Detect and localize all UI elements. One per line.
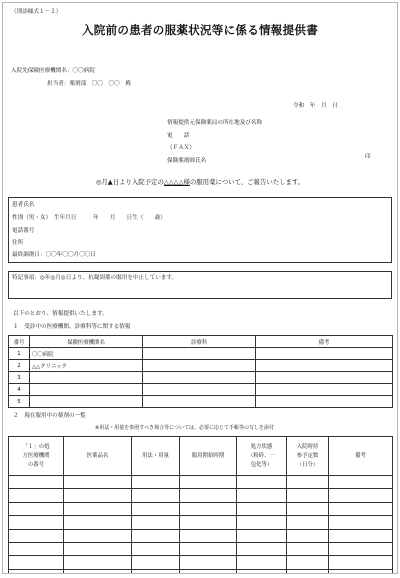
recipient-institution: 入院先保険医療機関名：〇〇病院 <box>11 68 95 74</box>
table-cell <box>329 529 393 542</box>
table-row <box>9 516 393 529</box>
table-cell <box>329 516 393 529</box>
table-row <box>9 396 393 408</box>
institution-cell <box>30 384 143 396</box>
table-cell <box>180 556 237 569</box>
header-cell: 入院時持 参予定数 （日分） <box>287 437 329 476</box>
table-cell <box>132 529 180 542</box>
institution-cell: △△クリニック <box>30 360 143 372</box>
header-cell: 「１」の処 方医療機関 の番号 <box>9 437 64 476</box>
table-cell <box>180 489 237 502</box>
department-cell <box>143 372 256 384</box>
table-cell <box>237 542 287 555</box>
table-cell <box>180 529 237 542</box>
phone-field: 電話番号 <box>12 228 35 234</box>
table-cell <box>9 476 64 489</box>
date-line: 令和 年 月 日 <box>293 103 338 109</box>
row-number: 5 <box>9 396 30 408</box>
remarks-cell <box>256 360 393 372</box>
sex-birth-field: 性別（男・女） 生年月日 年 月 日生（ 歳） <box>12 215 166 221</box>
table-cell <box>64 489 132 502</box>
notice-after: の服用薬について、ご報告いたします。 <box>189 178 305 186</box>
table-cell <box>64 569 132 574</box>
table-header-row <box>9 336 393 348</box>
header-cell: 番号 <box>9 336 30 348</box>
table-cell <box>329 476 393 489</box>
form-number: （別添様式１－２） <box>11 9 62 15</box>
table-cell <box>64 476 132 489</box>
table-cell <box>64 542 132 555</box>
remarks-cell <box>256 384 393 396</box>
table-cell <box>64 529 132 542</box>
medications-table <box>8 436 393 574</box>
table-cell <box>287 502 329 515</box>
institution-cell <box>30 396 143 408</box>
table-row <box>9 384 393 396</box>
table-cell <box>237 476 287 489</box>
header-cell: 備考 <box>256 336 393 348</box>
medications-body <box>9 476 393 575</box>
table-cell <box>180 516 237 529</box>
remarks-cell <box>256 396 393 408</box>
recipient-person: 担当者：薬剤部 〇〇 〇〇 殿 <box>47 81 131 87</box>
department-cell <box>143 396 256 408</box>
table-cell <box>132 516 180 529</box>
table-cell <box>329 569 393 574</box>
table-row <box>9 348 393 360</box>
table-cell <box>329 542 393 555</box>
institutions-table <box>8 335 393 408</box>
table-cell <box>180 502 237 515</box>
last-dispensing-field: 最終調剤日：〇〇年〇〇月〇〇日 <box>12 252 96 258</box>
table-header-row <box>9 437 393 476</box>
remarks-cell <box>256 372 393 384</box>
patient-name-underlined: △△△△様 <box>163 178 190 186</box>
table-cell <box>9 542 64 555</box>
address-field: 住所 <box>12 240 24 246</box>
table-cell <box>132 542 180 555</box>
notice-line <box>3 179 397 185</box>
table-row <box>9 360 393 372</box>
department-cell <box>143 360 256 372</box>
row-number: 4 <box>9 384 30 396</box>
document-title: 入院前の患者の服薬状況等に係る情報提供書 <box>82 23 318 37</box>
table-cell <box>64 516 132 529</box>
table-row <box>9 476 393 489</box>
row-number: 1 <box>9 348 30 360</box>
intro-text: 以下のとおり、情報提供いたします。 <box>13 311 108 317</box>
table-cell <box>237 516 287 529</box>
table-row <box>9 489 393 502</box>
table-row <box>9 529 393 542</box>
section1-title: １ 受診中の医療機関、診療科等に関する情報 <box>13 324 131 330</box>
table-cell <box>329 502 393 515</box>
department-cell <box>143 348 256 360</box>
table-cell <box>9 556 64 569</box>
table-cell <box>132 569 180 574</box>
section2-title: ２ 現在服用中の薬剤の一覧 <box>13 413 86 419</box>
header-cell: 服用開始時期 <box>180 437 237 476</box>
table-row <box>9 502 393 515</box>
table-cell <box>287 516 329 529</box>
table-cell <box>132 502 180 515</box>
header-cell: 医薬品名 <box>64 437 132 476</box>
header-cell: 診療科 <box>143 336 256 348</box>
header-cell: 用法・用量 <box>132 437 180 476</box>
special-notes-text: 特記事項：◎年◎月◎日より、抗凝固薬の服用を中止しています。 <box>12 275 178 281</box>
table-row <box>9 372 393 384</box>
section2-note: ※用法・用量を参照すべき場合等については、必要に応じて手帳等の写しを添付 <box>95 425 274 431</box>
table-cell <box>132 476 180 489</box>
sender-block: 情報提供元保険薬局の所在地及び名称 電 話 （ＦＡＸ） 保険薬剤師氏名 <box>167 120 263 164</box>
table-cell <box>287 529 329 542</box>
table-cell <box>180 542 237 555</box>
table-cell <box>329 489 393 502</box>
row-number: 2 <box>9 360 30 372</box>
table-cell <box>237 502 287 515</box>
institution-cell <box>30 372 143 384</box>
table-cell <box>64 556 132 569</box>
table-row <box>9 569 393 574</box>
table-row <box>9 542 393 555</box>
table-cell <box>287 542 329 555</box>
header-cell: 備考 <box>329 437 393 476</box>
table-cell <box>287 556 329 569</box>
notice-before: ◎月▲日より入院予定の <box>95 178 164 186</box>
table-cell <box>9 489 64 502</box>
table-cell <box>9 529 64 542</box>
remarks-cell <box>256 348 393 360</box>
table-cell <box>237 556 287 569</box>
table-cell <box>180 569 237 574</box>
table-cell <box>287 489 329 502</box>
department-cell <box>143 384 256 396</box>
table-cell <box>9 516 64 529</box>
table-cell <box>64 502 132 515</box>
table-cell <box>287 476 329 489</box>
seal-mark: 印 <box>365 154 371 160</box>
table-cell <box>180 476 237 489</box>
table-cell <box>287 569 329 574</box>
patient-name-field: 患者氏名 <box>12 202 35 208</box>
header-cell: 処方状態 （粉砕、一 包化等） <box>237 437 287 476</box>
table-cell <box>237 489 287 502</box>
patient-info-box <box>8 197 392 263</box>
table-row <box>9 556 393 569</box>
table-cell <box>237 569 287 574</box>
header-cell: 保険医療機関名 <box>30 336 143 348</box>
table-cell <box>329 556 393 569</box>
table-cell <box>9 569 64 574</box>
special-notes-box <box>8 271 392 299</box>
institution-cell: 〇〇病院 <box>30 348 143 360</box>
table-cell <box>132 489 180 502</box>
table-cell <box>132 556 180 569</box>
table-cell <box>237 529 287 542</box>
row-number: 3 <box>9 372 30 384</box>
table-cell <box>9 502 64 515</box>
document-page <box>2 2 398 574</box>
